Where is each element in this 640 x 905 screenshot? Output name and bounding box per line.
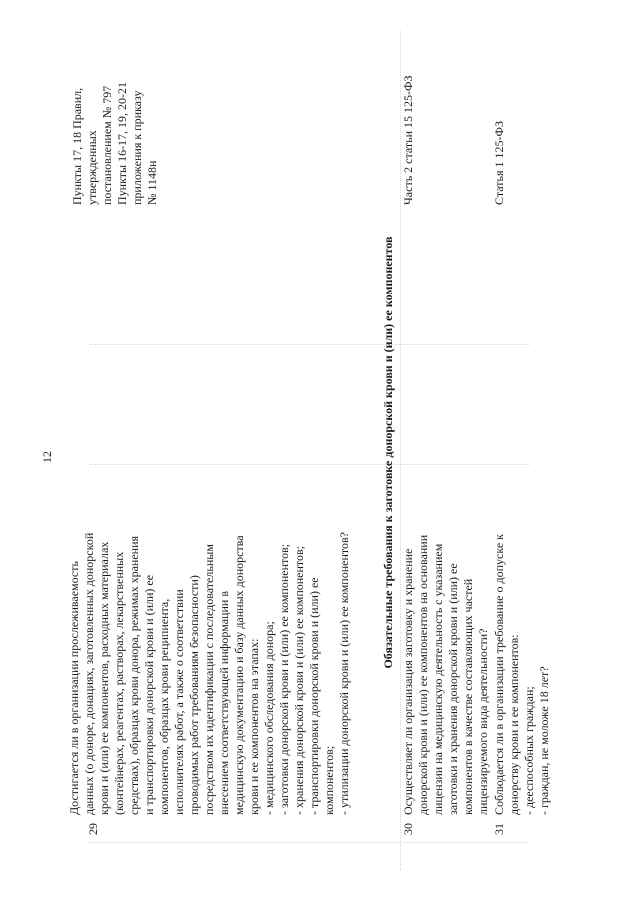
text-line: - хранения донорской крови и (или) ее компонентов;	[292, 545, 306, 815]
text-line: донорству крови и ее компонентов:	[507, 634, 521, 815]
text-line: посредством их идентификации с последовательным	[202, 544, 216, 815]
text-line: Осуществляет ли организация заготовку и хранение	[401, 548, 415, 815]
text-line: медицинскую документацию и базу данных донорства	[232, 535, 246, 815]
text-line: приложения к приказу	[130, 90, 144, 205]
page-number: 12	[40, 451, 54, 463]
text-line: компонентов, образцах крови реципиента,	[157, 598, 171, 815]
text-line: Пункты 16-17, 19, 20-21	[115, 81, 129, 205]
column-divider	[90, 842, 530, 843]
text-line: лицензируемого вида деятельности?	[476, 628, 490, 815]
text-line: и транспортировки донорской крови и (или) ее	[142, 574, 156, 815]
text-line: Часть 2 статьи 15 125-ФЗ	[401, 75, 415, 205]
text-line: - медицинского обследования донора;	[262, 621, 276, 815]
text-line: Соблюдается ли в организации требование о допуске к	[492, 533, 506, 815]
text-line: - дееспособных граждан;	[522, 686, 536, 815]
text-line: проводимых работ требованиям безопасности)	[187, 575, 201, 815]
text-line: Достигается ли в организации прослеживаемость	[67, 561, 81, 815]
text-line: заготовки и хранения донорской крови и (или) ее	[446, 563, 460, 815]
section-heading: Обязательные требования к заготовке донорской крови и (или) ее компонентов	[381, 236, 395, 669]
text-line: - заготовки донорской крови и (или) ее компонентов;	[277, 543, 291, 815]
text-line: компонентов в качестве составляющих частей	[461, 578, 475, 815]
text-line: постановлением № 797	[100, 85, 114, 205]
column-divider	[90, 344, 530, 345]
legal-reference	[492, 121, 507, 205]
text-line: - транспортировки донорской крови и (или) ее	[307, 577, 321, 815]
text-line: средствах), образцах крови донора, режимах хранения	[127, 535, 141, 815]
requirement-text	[492, 534, 552, 815]
text-line: компонентов;	[322, 745, 336, 815]
column-divider	[90, 464, 530, 465]
text-line: данных (о доноре, донациях, заготовленных донорской	[82, 532, 96, 815]
text-line: крови и ее компонентов на этапах:	[247, 638, 261, 815]
text-line: - граждан, не моложе 18 лет?	[537, 666, 551, 815]
legal-reference	[70, 82, 160, 205]
row-number: 29	[86, 823, 100, 835]
text-line: (контейнерах, реагентах, растворах, лекарственных	[112, 551, 126, 815]
text-line: Статья 1 125-ФЗ	[492, 121, 506, 205]
text-line: лицензии на медицинскую деятельность с указанием	[431, 543, 445, 815]
requirement-text	[401, 535, 491, 815]
text-line: крови и (или) ее компонентов, расходных материалах	[97, 541, 111, 815]
text-line: Пункты 17, 18 Правил,	[70, 87, 84, 205]
row-number: 30	[401, 823, 415, 835]
text-line: № 1148н	[145, 160, 159, 205]
text-line: внесением соответствующей информации в	[217, 591, 231, 815]
legal-reference	[401, 75, 416, 205]
row-number: 31	[492, 823, 506, 835]
requirement-text	[67, 532, 352, 815]
text-line: донорской крови и (или) ее компонентов на основании	[416, 534, 430, 815]
text-line: исполнителях работ, а также о соответствии	[172, 589, 186, 815]
text-line: утвержденных	[85, 130, 99, 205]
text-line: - утилизации донорской крови и (или) ее компонентов?	[337, 532, 351, 815]
